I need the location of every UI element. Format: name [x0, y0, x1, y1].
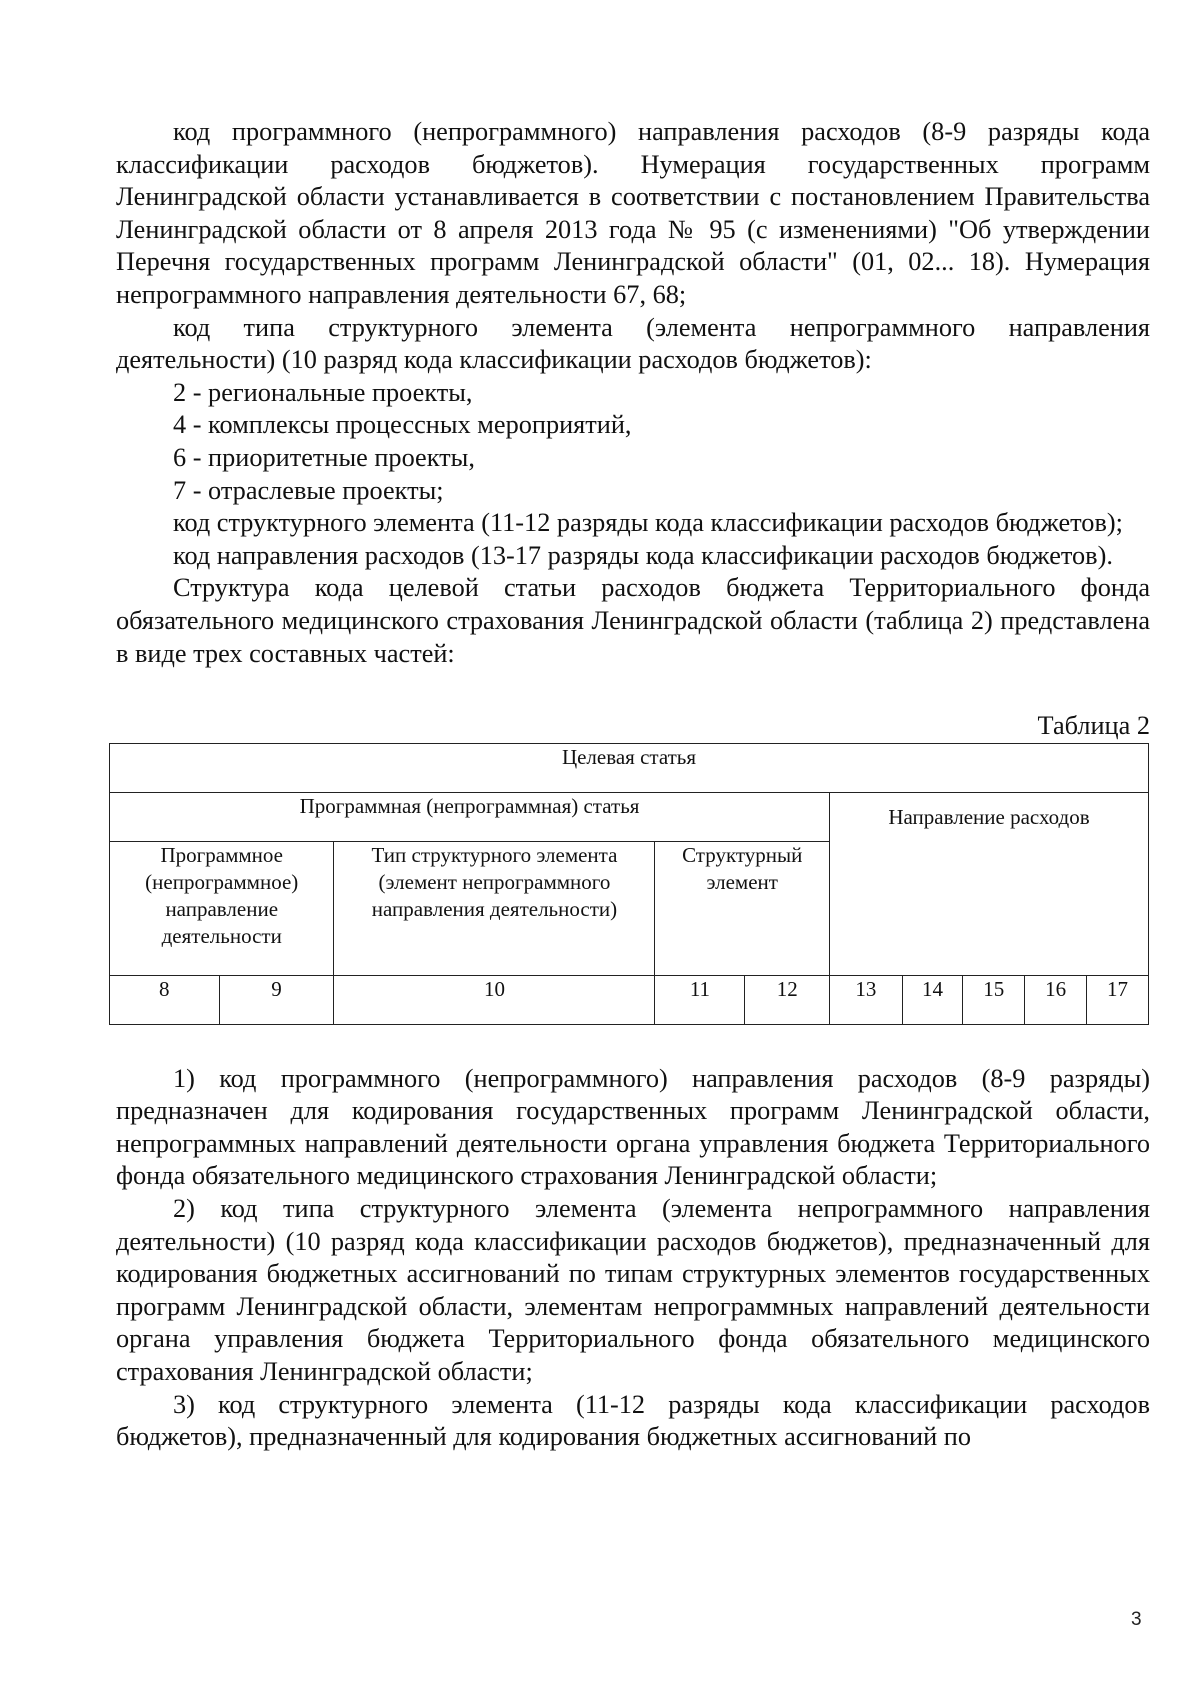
digit-cell: 8 [110, 975, 220, 1024]
digit-cell: 15 [963, 975, 1025, 1024]
paragraph-structure-intro: Структура кода целевой статьи расходов бюджета Территориального фонда обязательного медицинского страхования Ленинградской области (таблица 2) представлена в виде трех составных частей: [116, 573, 1150, 668]
list-item: 7 - отраслевые проекты; [173, 475, 444, 505]
digit-cell: 16 [1025, 975, 1087, 1024]
paragraph-element-type: код типа структурного элемента (элемента непрограммного направления деятельности) (10 разряд кода классификации расходов бюджетов): [116, 312, 1150, 375]
document-page [116, 116, 1150, 1454]
subheader-element-type: Тип структурного элемента (элемент непрограммного направления деятельности) [334, 841, 655, 975]
digit-cell: 11 [655, 975, 745, 1024]
paragraph-program-direction: код программного (непрограммного) направления расходов (8-9 разряды кода классификации расходов бюджетов). Нумерация государственных программ Ленинградской области устанавливается в соответствии с постановлением Правительства Ленинградской области от 8 апреля 2013 года № 95 (с изменениями) "Об утверждении Перечня государственных программ Ленинградской области" (01, 02... 18). Нумерация непрограммного направления деятельности 67, 68; [116, 117, 1150, 309]
subheader-program-direction: Программное (непрограммное) направление деятельности [110, 841, 334, 975]
header-program-article: Программная (непрограммная) статья [110, 792, 830, 841]
table-caption: Таблица 2 [1037, 711, 1150, 741]
digit-cell: 12 [745, 975, 830, 1024]
header-expense-direction: Направление расходов [830, 792, 1149, 975]
subheader-structural-element: Структурный элемент [655, 841, 830, 975]
list-item: 6 - приоритетные проекты, [173, 442, 475, 472]
digit-cell: 10 [334, 975, 655, 1024]
list-item: 4 - комплексы процессных мероприятий, [173, 410, 632, 440]
paragraph-structural-element: код структурного элемента (11-12 разряды кода классификации расходов бюджетов); [173, 508, 1123, 538]
digit-cell: 17 [1086, 975, 1148, 1024]
page-number: 3 [1131, 1609, 1142, 1630]
paragraph-item-3: 3) код структурного элемента (11-12 разряды кода классификации расходов бюджетов), предназначенный для кодирования бюджетных ассигнований по [116, 1389, 1150, 1452]
header-target-article: Целевая статья [110, 743, 1149, 792]
list-item: 2 - региональные проекты, [173, 377, 473, 407]
digit-cell: 13 [830, 975, 903, 1024]
paragraph-item-2: 2) код типа структурного элемента (элемента непрограммного направления деятельности) (10 разряд кода классификации расходов бюджетов), предназначенный для кодирования бюджетных ассигнований по типам структурных элементов государственных программ Ленинградской области, элементам непрограммных направлений деятельности органа управления бюджета Территориального фонда обязательного медицинского страхования Ленинградской области; [116, 1194, 1150, 1387]
target-article-table [109, 743, 1149, 1025]
digit-cell: 14 [902, 975, 963, 1024]
paragraph-item-1: 1) код программного (непрограммного) направления расходов (8-9 разряды) предназначен для кодирования государственных программ Ленинградской области, непрограммных направлений деятельности органа управления бюджета Территориального фонда обязательного медицинского страхования Ленинградской области; [116, 1063, 1150, 1191]
digit-cell: 9 [219, 975, 334, 1024]
paragraph-expense-direction: код направления расходов (13-17 разряды кода классификации расходов бюджетов). [173, 540, 1113, 570]
